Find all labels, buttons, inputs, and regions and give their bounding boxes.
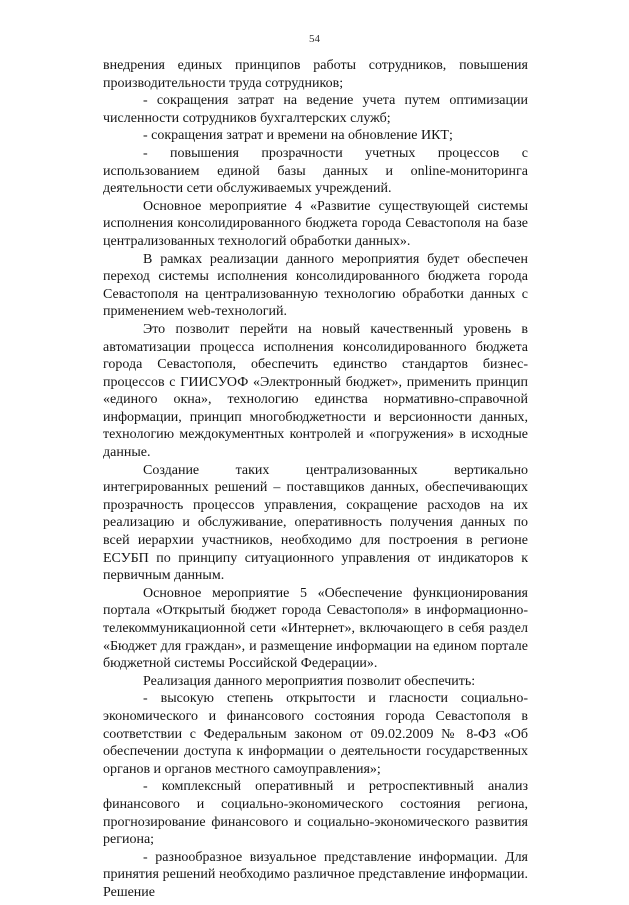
paragraph: Основное мероприятие 4 «Развитие существующей системы исполнения консолидированного бюджета города Севастополя на базе централизованных технологий обработки данных». <box>103 198 528 249</box>
paragraph: - повышения прозрачности учетных процессов с использованием единой базы данных и online-мониторинга деятельности сети обслуживаемых учреждений. <box>103 145 528 197</box>
paragraph: - высокую степень открытости и гласности социально-экономического и финансового состояния города Севастополя в соответствии с Федеральным законом от 09.02.2009 № 8-ФЗ «Об обеспечении доступа к информации о деятельности государственных органов и органов местного самоуправления»; <box>103 691 528 777</box>
paragraph: внедрения единых принципов работы сотрудников, повышения производительности труда сотрудников; <box>103 58 528 91</box>
page-number: 54 <box>309 33 320 45</box>
paragraph: Основное мероприятие 5 «Обеспечение функционирования портала «Открытый бюджет города Севастополя» в информационно-телекоммуникационной сети «Интернет», включающего в себя раздел «Бюджет для граждан», и размещение информации на едином портале бюджетной системы Российской Федерации». <box>103 585 528 672</box>
body-text <box>103 57 528 902</box>
paragraph: - сокращения затрат и времени на обновление ИКТ; <box>143 128 453 144</box>
paragraph: - комплексный оперативный и ретроспективный анализ финансового и социально-экономического состояния региона, прогнозирование финансового и социально-экономического развития региона; <box>103 779 528 848</box>
paragraph: - сокращения затрат на ведение учета путем оптимизации численности сотрудников бухгалтерских служб; <box>103 93 528 126</box>
paragraph: В рамках реализации данного мероприятия будет обеспечен переход системы исполнения консолидированного бюджета города Севастополя на централизованную технологию обработки данных с применением web-технологий. <box>103 251 528 320</box>
paragraph: Создание таких централизованных вертикально интегрированных решений – поставщиков данных, обеспечивающих прозрачность процессов управления, сокращение расходов на их реализацию и обслуживание, оперативность получения данных по всей иерархии участников, необходимо для построения в регионе ЕСУБП по принципу ситуационного управления от индикаторов к первичным данным. <box>103 462 528 584</box>
paragraph: Это позволит перейти на новый качественный уровень в автоматизации процесса исполнения консолидированного бюджета города Севастополя, обеспечить единство стандартов бизнес-процессов с ГИИСУОФ «Электронный бюджет», применить принцип «единого окна», технологию единства нормативно-справочной информации, принцип многобюджетности и версионности данных, технологию междокументных контролей и «погружения» в исходные данные. <box>103 321 528 461</box>
paragraph: - разнообразное визуальное представление информации. Для принятия решений необходимо различное представление информации. Решение <box>103 849 528 900</box>
paragraph: Реализация данного мероприятия позволит обеспечить: <box>143 673 476 689</box>
